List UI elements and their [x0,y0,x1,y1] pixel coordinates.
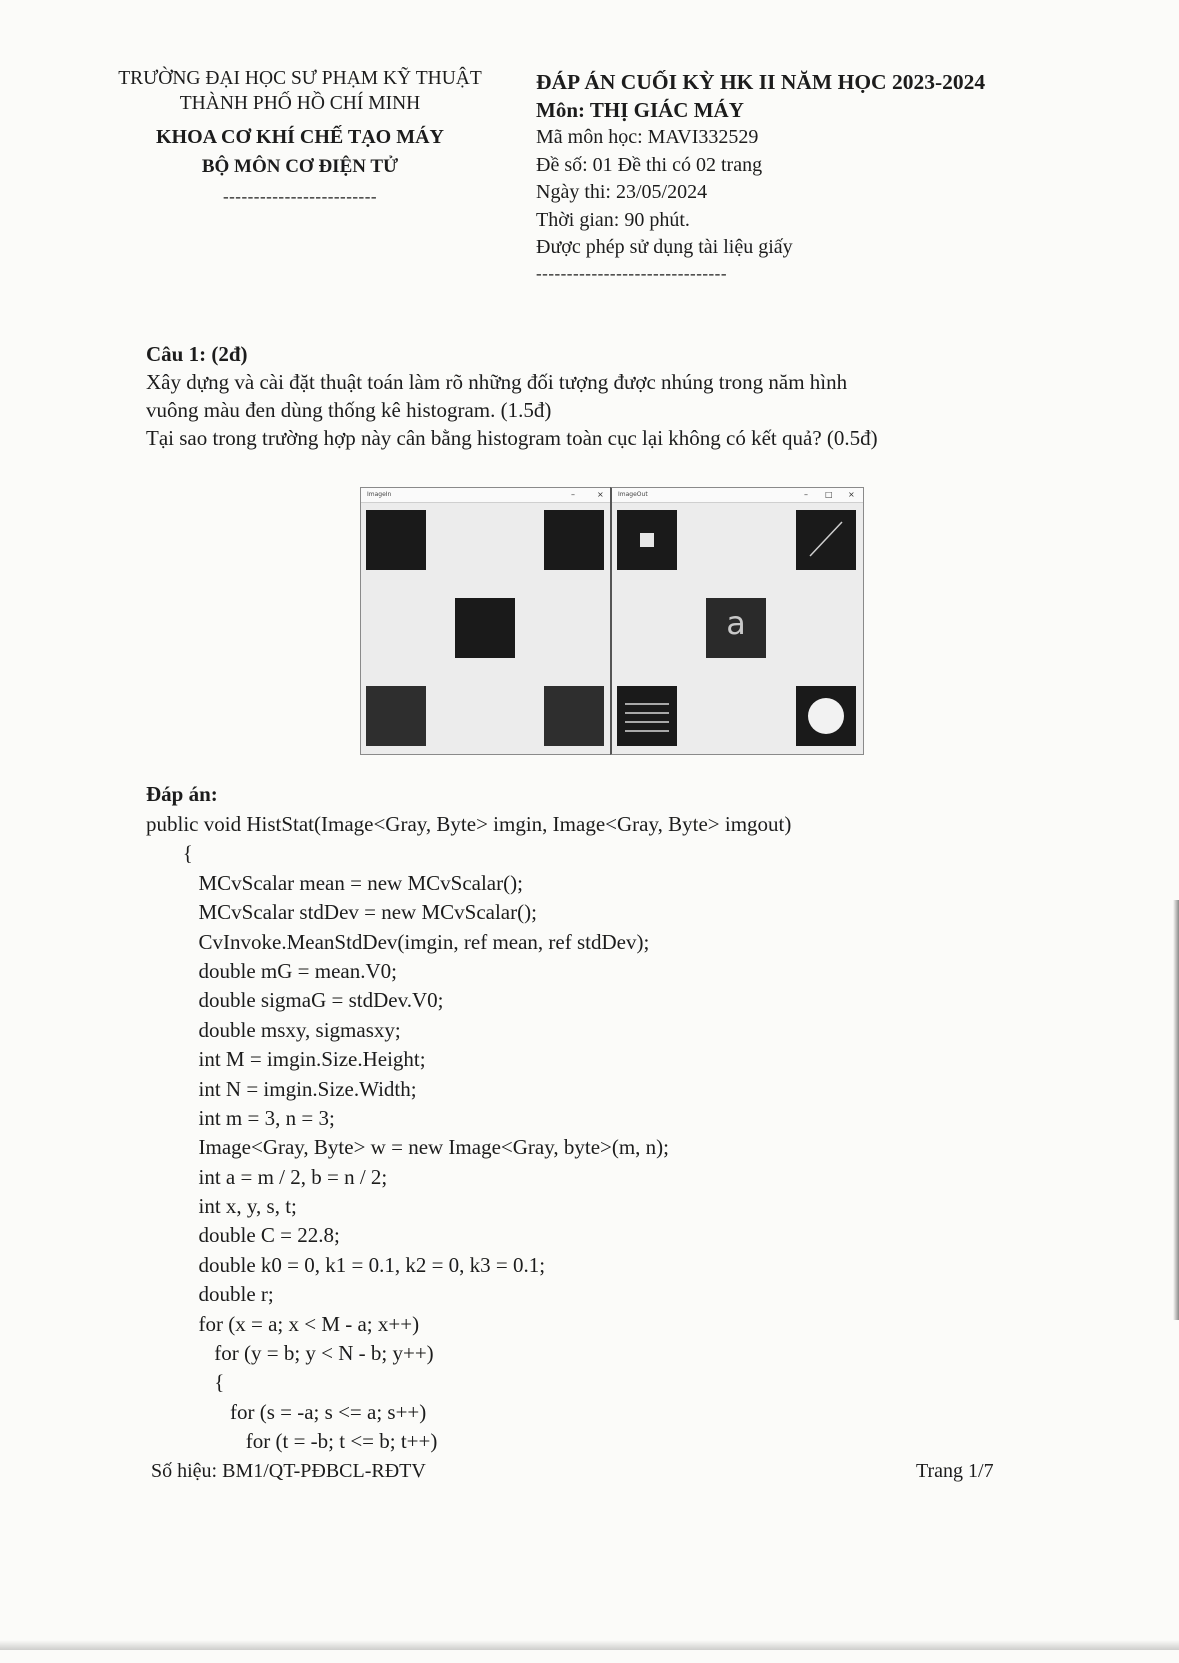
exam-duration: Thời gian: 90 phút. [536,208,690,231]
black-square-top-left [366,510,426,570]
course-code: Mã môn học: MAVI332529 [536,126,759,148]
maximize-icon: □ [825,490,833,499]
image-in-title: ImageIn [367,491,392,498]
answer-title: Đáp án: [146,782,218,806]
subject: Môn: THỊ GIÁC MÁY [536,98,744,122]
close-icon: × [597,490,604,499]
code-line: int m = 3, n = 3; [146,1105,335,1130]
code-line: for (s = -a; s <= a; s++) [146,1399,427,1424]
university-line2: THÀNH PHỐ HỒ CHÍ MINH [179,93,421,114]
code-line: for (t = -b; t <= b; t++) [146,1429,438,1454]
white-circle [808,698,844,734]
code-line: MCvScalar stdDev = new MCvScalar(); [146,900,537,925]
square-with-letter [706,598,766,658]
faculty-name: KHOA CƠ KHÍ CHẾ TẠO MÁY [156,126,444,148]
square-with-diagonal-line [796,510,856,570]
black-square-center [455,598,515,658]
code-line: for (x = a; x < M - a; x++) [146,1311,420,1336]
code-line: public void HistStat(Image<Gray, Byte> imgin, Image<Gray, Byte> imgout) [146,812,792,836]
header-right-separator: ------------------------------- [536,263,727,283]
image-out-titlebar [612,488,863,503]
department-name: BỘ MÔN CƠ ĐIỆN TỬ [201,156,399,177]
question-1-line2: vuông màu đen dùng thống kê histogram. (1.5đ) [146,398,552,422]
square-with-horizontal-lines [617,686,677,746]
code-line: double k0 = 0, k1 = 0.1, k2 = 0, k3 = 0.1; [146,1252,546,1277]
header-left [60,66,540,210]
code-line: double C = 22.8; [146,1223,340,1248]
header-right [536,68,1156,286]
university-line1: TRƯỜNG ĐẠI HỌC SƯ PHẠM KỸ THUẬT [118,68,482,89]
minimize-icon: – [804,490,808,499]
exam-date: Ngày thi: 23/05/2024 [536,181,708,203]
code-line: int a = m / 2, b = n / 2; [146,1164,388,1189]
code-line: int M = imgin.Size.Height; [146,1047,426,1072]
header-left-separator: ------------------------- [222,187,378,206]
question-1-line1: Xây dựng và cài đặt thuật toán làm rõ những đối tượng được nhúng trong năm hình [146,370,848,394]
horizontal-lines [617,686,677,746]
black-square-bottom-right [544,686,604,746]
code-line: Image<Gray, Byte> w = new Image<Gray, byte>(m, n); [146,1135,670,1160]
code-line: int N = imgin.Size.Width; [146,1076,417,1101]
code-line: int x, y, s, t; [146,1194,297,1219]
letter-a: a [726,604,746,642]
exam-number: Đề số: 01 Đề thi có 02 trang [536,153,763,176]
page-number: Trang 1/7 [916,1460,994,1482]
question-1-line3: Tại sao trong trường hợp này cân bằng histogram toàn cục lại không có kết quả? (0.5đ) [146,426,878,450]
code-line: { [146,1370,225,1395]
image-out-title: ImageOut [618,491,648,498]
question-1-title: Câu 1: (2đ) [146,342,248,366]
square-with-small-square [617,510,677,570]
black-square-top-right [544,510,604,570]
code-line: double r; [146,1282,274,1307]
diagonal-line [796,510,856,570]
square-with-circle [796,686,856,746]
code-line: { [146,841,193,866]
question-1 [146,340,1066,452]
close-icon: × [848,490,855,499]
code-line: MCvScalar mean = new MCvScalar(); [146,870,523,895]
code-line: double mG = mean.V0; [146,958,397,983]
allowed-materials: Được phép sử dụng tài liệu giấy [536,236,793,258]
image-in-window [360,487,613,755]
code-line: double msxy, sigmasxy; [146,1017,401,1042]
scan-shadow-bottom [0,1640,1179,1650]
code-line: for (y = b; y < N - b; y++) [146,1341,434,1366]
image-out-window [610,487,864,755]
black-square-bottom-left [366,686,426,746]
code-line: CvInvoke.MeanStdDev(imgin, ref mean, ref stdDev); [146,929,650,954]
image-in-titlebar [361,488,612,503]
scan-shadow-right [1173,900,1179,1320]
minimize-icon: – [571,490,575,499]
form-code: Số hiệu: BM1/QT-PĐBCL-RĐTV [151,1460,426,1482]
code-line: double sigmaG = stdDev.V0; [146,988,444,1013]
exam-title: ĐÁP ÁN CUỐI KỲ HK II NĂM HỌC 2023-2024 [536,70,986,94]
small-white-square [640,533,654,547]
answer-code [146,810,791,1457]
